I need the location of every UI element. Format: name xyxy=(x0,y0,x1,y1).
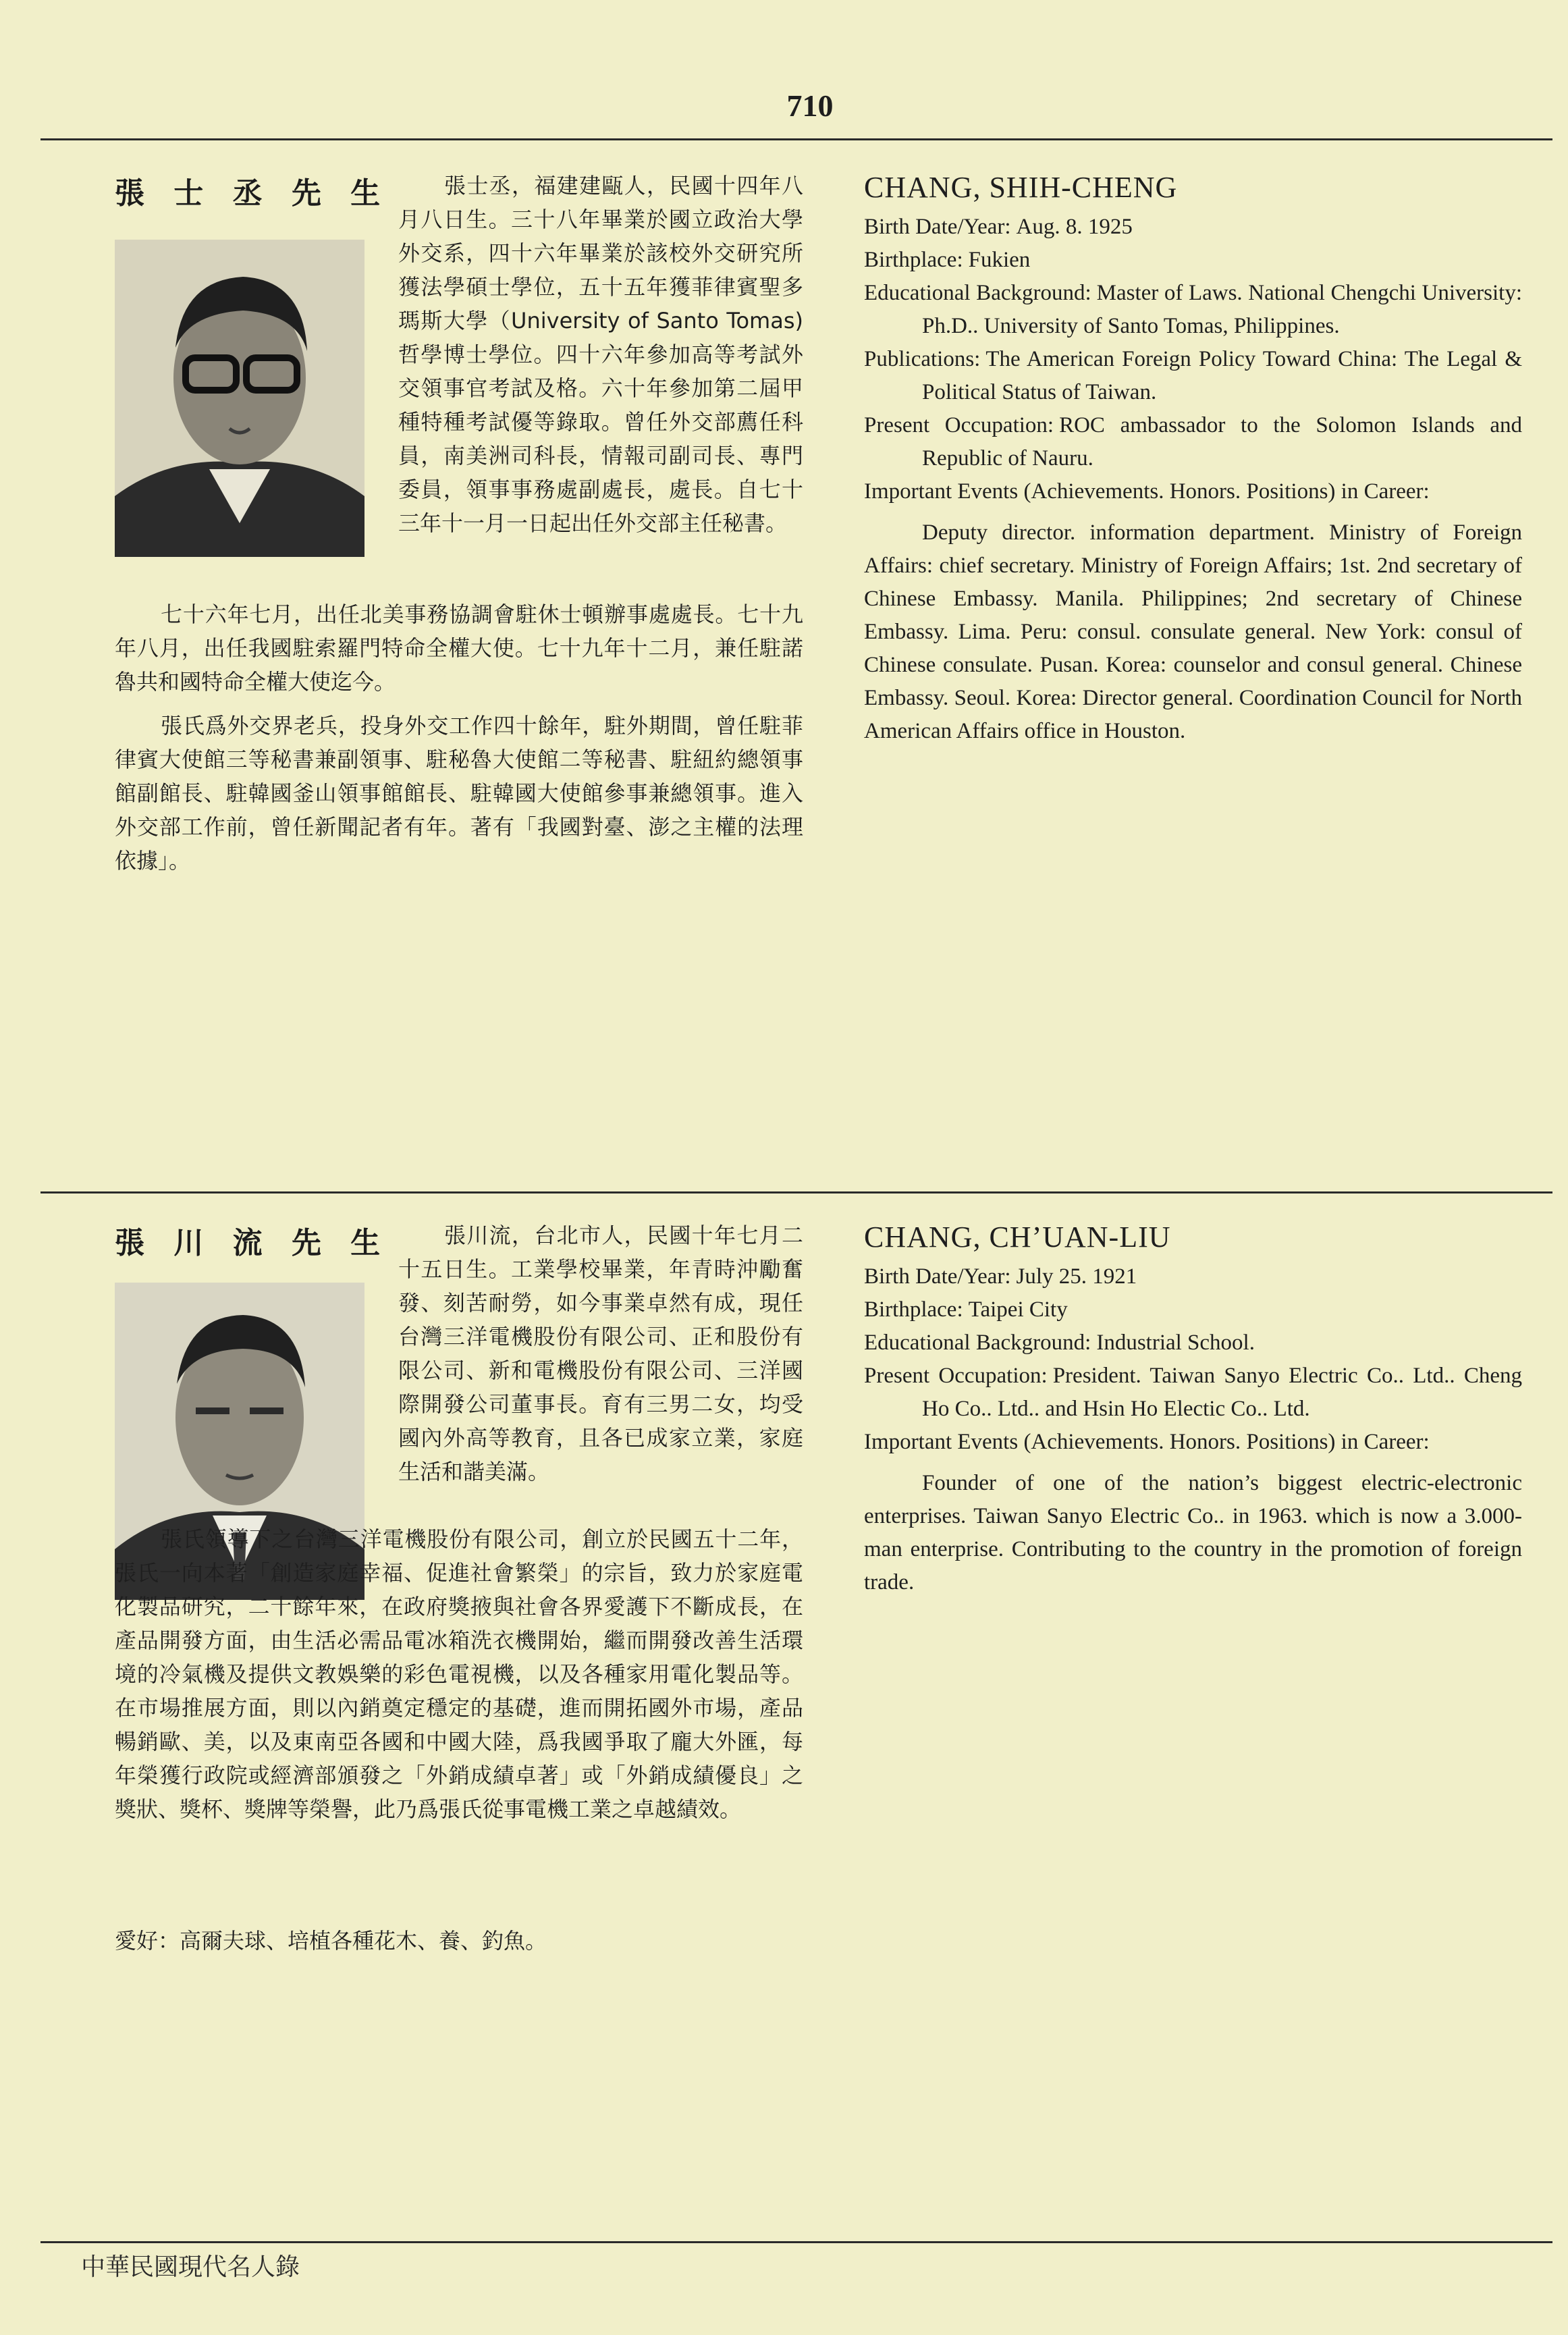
biography-entry xyxy=(0,1218,1568,2218)
education-line xyxy=(864,277,1522,343)
occupation-value: ROC ambassador to the Solomon Islands and Republic of Nauru. xyxy=(922,413,1522,471)
education-value: Master of Laws. National Chengchi University: Ph.D.. University of Santo Tomas, Philippines. xyxy=(922,281,1522,338)
education-label: Educational Background: xyxy=(864,1331,1091,1355)
chinese-name: 張 川 流 先 生 xyxy=(115,1226,390,1260)
events-text: Deputy director. information department. Ministry of Foreign Affairs: chief secretary. Ministry of Foreign Affairs; 1st. 2nd secretary of Chinese Embassy. Manila. Philippines; 2nd secretary of Chinese Embassy. Lima. Peru: consul. consulate general. New York: consul of Chinese consulate. Pusan. Korea: counselor and consul general. Chinese Embassy. Seoul. Korea: Director general. Coordination Council for North American Affairs office in Houston. xyxy=(864,520,1522,743)
chinese-hobbies: 愛好：高爾夫球、培植各種花木、養、釣魚。 xyxy=(115,1928,547,1954)
birth-date-value: July 25. 1921 xyxy=(1016,1264,1137,1289)
publications-value: The American Foreign Policy Toward China: The Legal & Political Status of Taiwan. xyxy=(922,347,1522,404)
occupation-value: President. Taiwan Sanyo Electric Co.. Ltd.. Cheng Ho Co.. Ltd.. and Hsin Ho Electic Co.. Ltd. xyxy=(922,1364,1522,1421)
events-label: Important Events (Achievements. Honors. Positions) in Career: xyxy=(864,1430,1430,1454)
photo-wrap-spacer xyxy=(115,169,398,557)
english-name: CHANG, SHIH-CHENG xyxy=(864,171,1178,204)
chinese-bio-paragraph-3: 張氏爲外交界老兵，投身外交工作四十餘年，駐外期間，曾任駐菲律賓大使館三等秘書兼副領事、駐秘魯大使館二等秘書、駐紐約總領事館副館長、駐韓國釜山領事館館長、駐韓國大使館參事兼總領事。進入外交部工作前，曾任新聞記者有年。著有「我國對臺、澎之主權的法理依據」。 xyxy=(115,713,803,874)
education-label: Educational Background: xyxy=(864,281,1091,305)
chinese-bio-paragraph-2: 七十六年七月，出任北美事務協調會駐休士頓辦事處處長。七十九年八月，出任我國駐索羅門特命全權大使。七十九年十二月，兼任駐諾魯共和國特命全權大使迄今。 xyxy=(115,601,803,695)
events-label: Important Events (Achievements. Honors. Positions) in Career: xyxy=(864,479,1430,504)
birthplace-line xyxy=(864,244,1522,277)
education-line xyxy=(864,1326,1522,1360)
chinese-column xyxy=(115,169,803,1168)
birthplace-value: Fukien xyxy=(968,248,1031,272)
publications-line xyxy=(864,343,1522,409)
occupation-label: Present Occupation: xyxy=(864,413,1054,437)
birthplace-label: Birthplace: xyxy=(864,1297,963,1322)
top-rule xyxy=(40,138,1552,140)
birthplace-value: Taipei City xyxy=(968,1297,1068,1322)
chinese-name: 張 士 丞 先 生 xyxy=(115,176,390,211)
birthplace-label: Birthplace: xyxy=(864,248,963,272)
birth-date-line xyxy=(864,1260,1522,1293)
birthplace-line xyxy=(864,1293,1522,1326)
page-number: 710 xyxy=(786,88,834,123)
biography-entry xyxy=(0,169,1568,1168)
birth-date-line xyxy=(864,211,1522,244)
chinese-bio-paragraph-1: 張川流，台北市人，民國十年七月二十五日生。工業學校畢業，年青時沖勵奮發、刻苦耐勞，如今事業卓然有成，現任台灣三洋電機股份有限公司、正和股份有限公司、新和電機股份有限公司、三洋國際開發公司董事長。育有三男二女，均受國內外高等教育，且各已成家立業，家庭生活和諧美滿。 xyxy=(115,1218,803,1522)
events-text: Founder of one of the nation’s biggest electric-electronic enterprises. Taiwan Sanyo Electric Co.. in 1963. which is now a 3.000-man enterprise. Contributing to the country in the promotion of foreign trade. xyxy=(864,1471,1522,1594)
occupation-line xyxy=(864,1360,1522,1426)
birth-date-value: Aug. 8. 1925 xyxy=(1016,215,1133,239)
english-column xyxy=(864,1218,1522,1599)
chinese-column xyxy=(115,1218,803,2218)
occupation-line xyxy=(864,409,1522,475)
publications-label: Publications: xyxy=(864,347,981,371)
birth-date-label: Birth Date/Year: xyxy=(864,215,1011,239)
english-name: CHANG, CH’UAN-LIU xyxy=(864,1220,1171,1254)
chinese-bio-paragraph-2: 張氏領導下之台灣三洋電機股份有限公司，創立於民國五十二年，張氏一向本著「創造家庭幸福、促進社會繁榮」的宗旨，致力於家庭電化製品研究，二十餘年來，在政府獎掖與社會各界愛護下不斷成長，在產品開發方面，由生活必需品電冰箱洗衣機開始，繼而開發改善生活環境的冷氣機及提供文教娛樂的彩色電視機，以及各種家用電化製品等。在市場推展方面，則以內銷奠定穩定的基礎，進而開拓國外市場，產品暢銷歐、美，以及東南亞各國和中國大陸，爲我國爭取了龐大外匯，每年榮獲行政院或經濟部頒發之「外銷成績卓著」或「外銷成績優良」之獎狀、獎杯、獎牌等榮譽，此乃爲張氏從事電機工業之卓越績效。 xyxy=(115,1526,803,1822)
photo-wrap-spacer xyxy=(115,1218,398,1522)
education-value: Industrial School. xyxy=(1096,1331,1255,1355)
bottom-rule xyxy=(40,2241,1552,2243)
footer-title: 中華民國現代名人錄 xyxy=(81,2253,300,2281)
birth-date-label: Birth Date/Year: xyxy=(864,1264,1011,1289)
occupation-label: Present Occupation: xyxy=(864,1364,1048,1388)
chinese-bio-paragraph-1: 張士丞，福建建甌人，民國十四年八月八日生。三十八年畢業於國立政治大學外交系，四十六年畢業於該校外交研究所獲法學碩士學位，五十五年獲菲律賓聖多瑪斯大學（University of Santo Tomas)哲學博士學位。四十六年參加高等考試外交領事官考試及格。六十年參加第二屆甲種特種考試優等錄取。曾任外交部薦任科員，南美洲司科長，情報司副司長、專門委員，領事事務處副處長，處長。自七十三年十一月一日起出任外交部主任秘書。 xyxy=(115,169,803,641)
english-column xyxy=(864,169,1522,748)
middle-rule xyxy=(40,1191,1552,1193)
